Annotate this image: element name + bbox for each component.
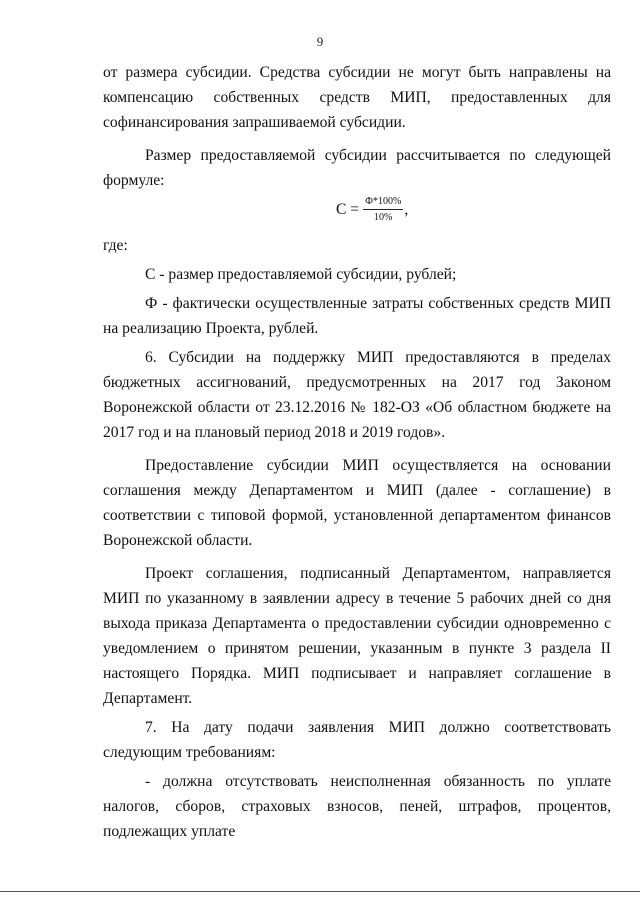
page-body [103,60,611,844]
formula-comma: , [404,201,409,218]
formula-fraction [363,195,403,224]
paragraph-6-draft: Проект соглашения, подписанный Департаментом, направляется МИП по указанному в заявлении адресу в течение 5 рабочих дней со дня выхода приказа Департамента о предоставлении субсидии одновременно с уведомлением о принятом решении, указанным в пункте 3 раздела II настоящего Порядка. МИП подписывает и направляет соглашение в Департамент. [103,565,611,707]
formula-row [103,193,611,233]
paragraph-subsidy-limit: от размера субсидии. Средства субсидии не могут быть направлены на компенсацию собственных средств МИП, предоставленных для софинансирования запрашиваемой субсидии. [103,64,611,131]
paragraph-6-agreement: Предоставление субсидии МИП осуществляется на основании соглашения между Департаментом и МИП (далее - соглашение) в соответствии с типовой формой, установленной департаментом финансов Воронежской области. [103,457,611,549]
formula-lhs: С = [336,201,360,218]
page-number: 9 [316,34,324,49]
formula [336,195,408,224]
formula-denominator: 10% [374,212,393,223]
paragraph-7: 7. На дату подачи заявления МИП должно соответствовать следующим требованиям: [103,719,611,761]
definition-f: Ф - фактически осуществленные затраты собственных средств МИП на реализацию Проекта, рублей. [103,295,611,337]
formula-numerator: Ф*100% [363,195,403,210]
page-bottom-rule [0,891,640,892]
definition-c: С - размер предоставляемой субсидии, рублей; [145,266,457,283]
paragraph-formula-intro: Размер предоставляемой субсидии рассчитывается по следующей формуле: [103,147,611,189]
where-label: где: [103,237,128,254]
paragraph-6: 6. Субсидии на поддержку МИП предоставляются в пределах бюджетных ассигнований, предусмотренных на 2017 год Законом Воронежской области от 23.12.2016 № 182-ОЗ «Об областном бюджете на 2017 год и на плановый период 2018 и 2019 годов». [103,349,611,441]
paragraph-7-requirement: - должна отсутствовать неисполненная обязанность по уплате налогов, сборов, страховых взносов, пеней, штрафов, процентов, подлежащих уплате [103,773,611,840]
